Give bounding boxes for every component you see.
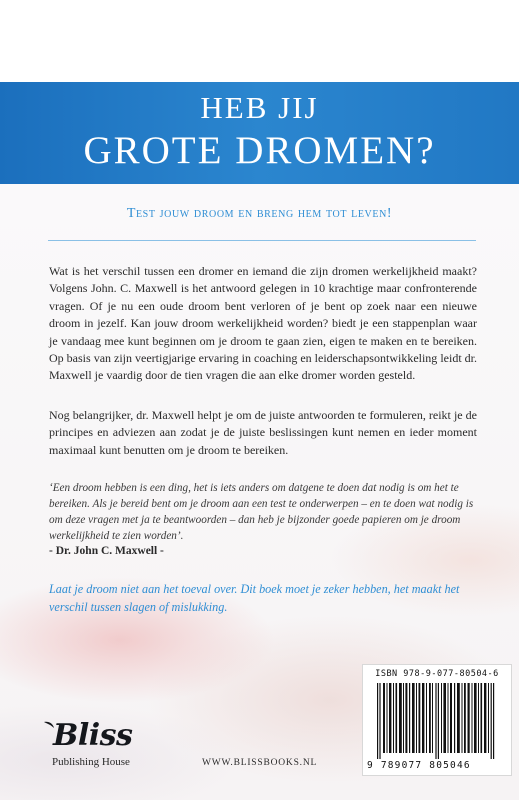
body-paragraph-1: Wat is het verschil tussen een dromer en iemand die zijn dromen werkelijkheid maakt? Volgens John. C. Maxwell is het antwoord gelegen in 10 krachtige maar confronterende vragen. Of je nu een oude droom bent verloren of je bent op zoek naar een nieuwe droom in jezelf. Kan jouw droom werkelijkheid worden? biedt je een stappenplan waar je vandaag mee kunt beginnen om je droom te gaan zien, eigen te maken en te bereiken. Op basis van zijn veertigjarige ervaring in coaching en leiderschapsontwikkeling leidt dr. Maxwell je vaardig door de tien vragen die aan elke dromer worden gesteld. xyxy=(49,264,477,383)
tagline: Test jouw droom en breng hem tot leven! xyxy=(126,206,393,221)
publisher-subtitle: Publishing House xyxy=(52,756,130,768)
isbn-label: ISBN 978-9-077-80504-6 xyxy=(375,669,499,679)
barcode-bars xyxy=(377,683,497,759)
quote-author: - Dr. John C. Maxwell - xyxy=(49,545,164,557)
cover-top-edge xyxy=(0,0,519,82)
body-paragraph-2: Nog belangrijker, dr. Maxwell helpt je om de juiste antwoorden te formuleren, reikt je de principes en adviezen aan zodat je de juiste beslissingen kunt nemen en ieder moment maximaal kunt benutten om je droom te bereiken. xyxy=(49,408,477,457)
divider-line xyxy=(48,240,476,241)
isbn-barcode xyxy=(362,664,512,776)
title-banner xyxy=(0,82,519,184)
banner-title-line2: GROTE DROMEN? xyxy=(83,129,436,172)
closing-statement: Laat je droom niet aan het toeval over. Dit boek moet je zeker hebben, het maakt het verschil tussen slagen of mislukking. xyxy=(49,582,460,614)
publisher-website: WWW.BLISSBOOKS.NL xyxy=(202,758,318,768)
author-quote: ‘Een droom hebben is een ding, het is iets anders om datgene te doen dat nodig is om het te bereiken. Als je bereid bent om je droom aan een test te onderwerpen – en te doen wat nodig is om deze vragen met ja te beantwoorden – dan heb je bijzonder goede papieren om je droom werkelijkheid te zien worden’. xyxy=(49,482,474,542)
banner-title-line1: HEB JIJ xyxy=(200,90,319,125)
publisher-logo-text: Bliss xyxy=(53,718,133,753)
barcode-number: 9 789077 805046 xyxy=(367,760,471,771)
